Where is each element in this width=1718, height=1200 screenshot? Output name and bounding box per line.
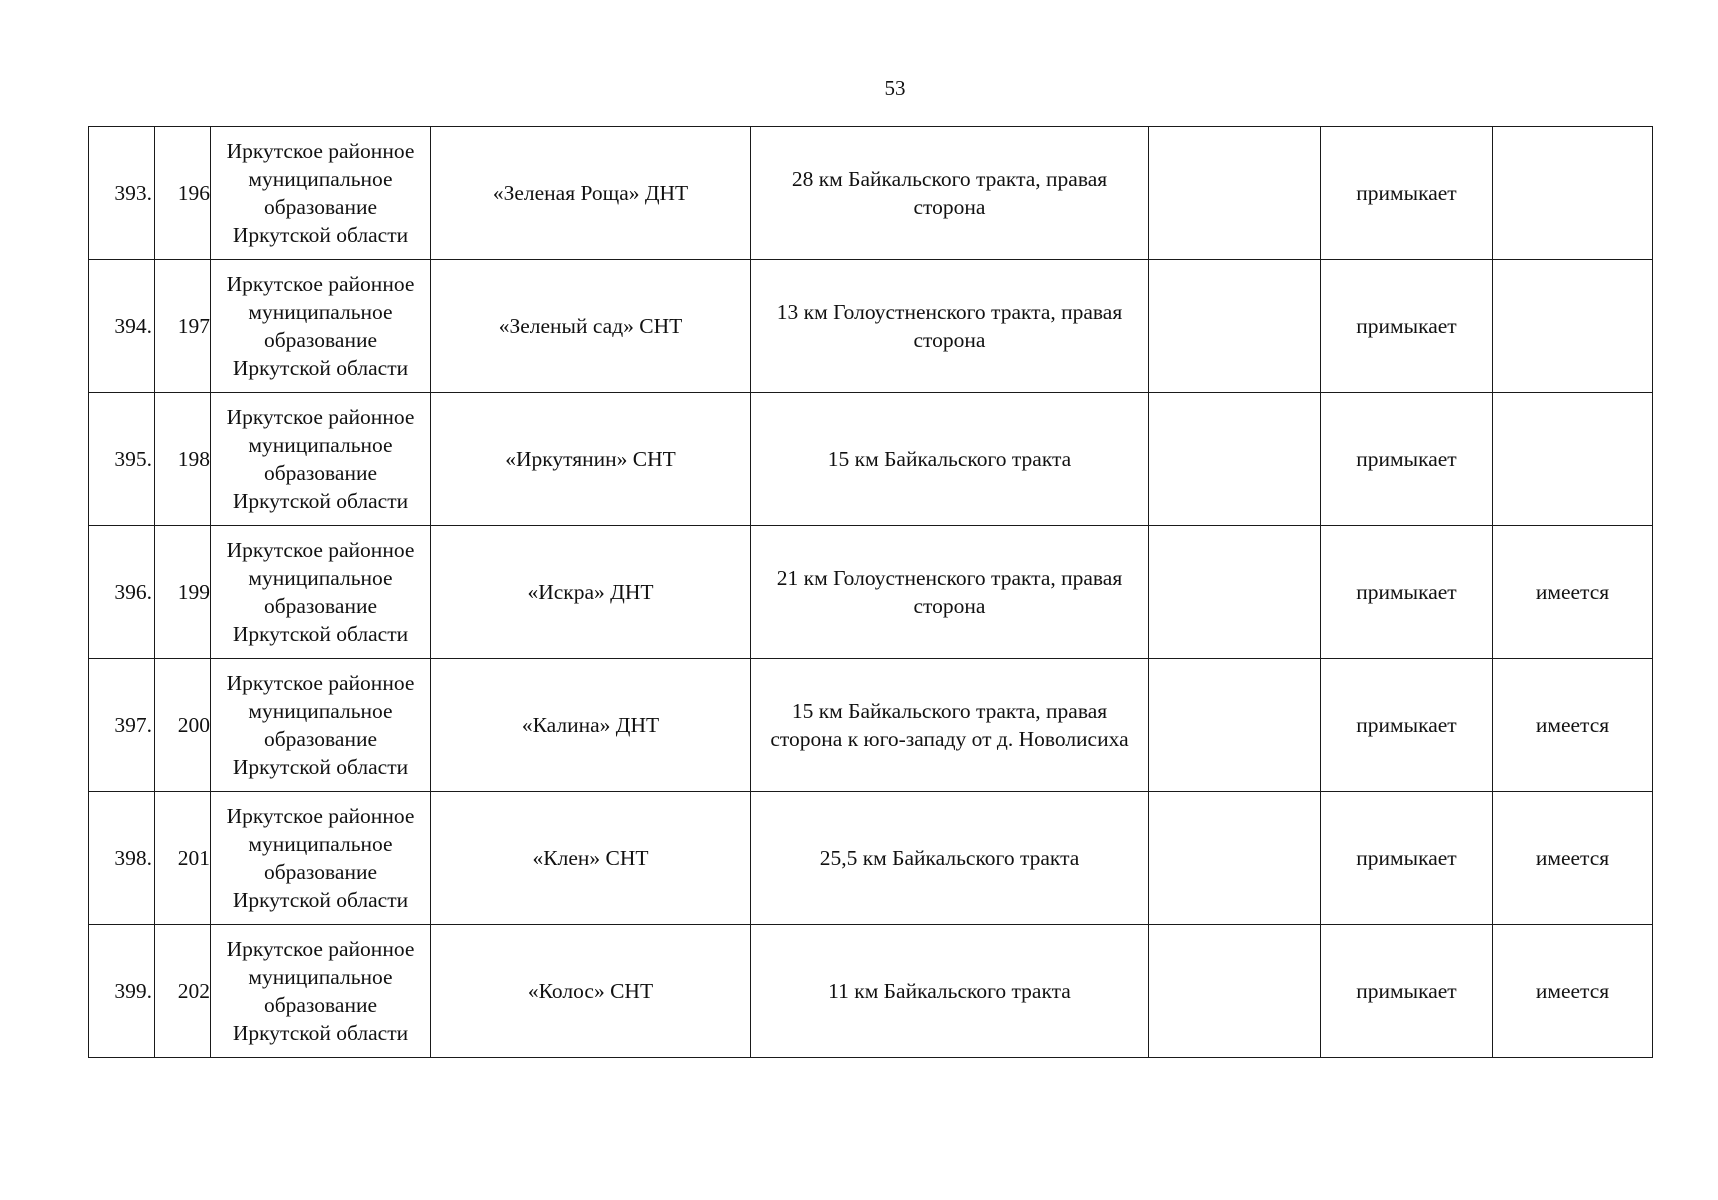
adjacency-cell: примыкает xyxy=(1321,925,1493,1058)
row-number-cell: 394. xyxy=(89,260,155,393)
row-number-cell: 398. xyxy=(89,792,155,925)
adjacency-cell: примыкает xyxy=(1321,260,1493,393)
location-cell xyxy=(751,792,1149,925)
location-line: 28 км Байкальского тракта, правая xyxy=(791,167,1108,191)
municipality-line: муниципальное xyxy=(248,167,393,191)
location-cell xyxy=(751,393,1149,526)
sub-number-cell: 202 xyxy=(155,925,211,1058)
municipality-line: Иркутское районное xyxy=(226,405,415,429)
row-number-cell: 397. xyxy=(89,659,155,792)
organization-name-cell: «Искра» ДНТ xyxy=(431,526,751,659)
availability-cell xyxy=(1493,127,1653,260)
municipality-line: Иркутское районное xyxy=(226,937,415,961)
municipality-line: Иркутской области xyxy=(232,223,409,247)
organization-name-cell: «Зеленая Роща» ДНТ xyxy=(431,127,751,260)
municipality-line: муниципальное xyxy=(248,300,393,324)
municipality-cell xyxy=(211,393,431,526)
municipality-cell xyxy=(211,792,431,925)
location-line: 15 км Байкальского тракта xyxy=(827,447,1072,471)
empty-cell xyxy=(1149,526,1321,659)
municipality-line: Иркутской области xyxy=(232,356,409,380)
sub-number-cell: 198 xyxy=(155,393,211,526)
adjacency-cell: примыкает xyxy=(1321,792,1493,925)
municipality-line: образование xyxy=(263,860,378,884)
municipality-line: Иркутской области xyxy=(232,888,409,912)
page-number: 53 xyxy=(884,76,906,100)
empty-cell xyxy=(1149,925,1321,1058)
location-line: 15 км Байкальского тракта, правая xyxy=(791,699,1108,723)
municipality-line: муниципальное xyxy=(248,965,393,989)
municipality-cell xyxy=(211,526,431,659)
sub-number-cell: 197 xyxy=(155,260,211,393)
sub-number-cell: 196 xyxy=(155,127,211,260)
table-row xyxy=(89,925,1653,1058)
municipality-line: муниципальное xyxy=(248,433,393,457)
adjacency-cell: примыкает xyxy=(1321,127,1493,260)
organization-name-cell: «Калина» ДНТ xyxy=(431,659,751,792)
location-line: сторона xyxy=(913,328,986,352)
availability-cell: имеется xyxy=(1493,659,1653,792)
adjacency-cell: примыкает xyxy=(1321,526,1493,659)
municipality-line: образование xyxy=(263,993,378,1017)
municipality-cell xyxy=(211,925,431,1058)
location-line: 11 км Байкальского тракта xyxy=(828,979,1071,1003)
location-line: 13 км Голоустненского тракта, правая xyxy=(776,300,1123,324)
empty-cell xyxy=(1149,393,1321,526)
location-cell xyxy=(751,260,1149,393)
municipality-line: Иркутской области xyxy=(232,622,409,646)
municipality-line: Иркутской области xyxy=(232,755,409,779)
organization-name-cell: «Зеленый сад» СНТ xyxy=(431,260,751,393)
organization-name-cell: «Колос» СНТ xyxy=(431,925,751,1058)
municipality-line: образование xyxy=(263,594,378,618)
row-number-cell: 393. xyxy=(89,127,155,260)
location-cell xyxy=(751,659,1149,792)
municipality-line: Иркутское районное xyxy=(226,671,415,695)
row-number-cell: 399. xyxy=(89,925,155,1058)
registry-table xyxy=(88,126,1653,1058)
table-row xyxy=(89,260,1653,393)
municipality-line: Иркутское районное xyxy=(226,538,415,562)
table-row xyxy=(89,526,1653,659)
empty-cell xyxy=(1149,659,1321,792)
table-row xyxy=(89,659,1653,792)
location-line: 21 км Голоустненского тракта, правая xyxy=(776,566,1123,590)
municipality-cell xyxy=(211,659,431,792)
location-line: сторона xyxy=(913,594,986,618)
municipality-line: образование xyxy=(263,195,378,219)
location-line: 25,5 км Байкальского тракта xyxy=(819,846,1080,870)
municipality-line: Иркутское районное xyxy=(226,272,415,296)
availability-cell: имеется xyxy=(1493,925,1653,1058)
municipality-line: муниципальное xyxy=(248,699,393,723)
empty-cell xyxy=(1149,260,1321,393)
municipality-cell xyxy=(211,260,431,393)
organization-name-cell: «Иркутянин» СНТ xyxy=(431,393,751,526)
location-cell xyxy=(751,925,1149,1058)
adjacency-cell: примыкает xyxy=(1321,393,1493,526)
availability-cell xyxy=(1493,393,1653,526)
availability-cell: имеется xyxy=(1493,526,1653,659)
municipality-line: образование xyxy=(263,461,378,485)
availability-cell: имеется xyxy=(1493,792,1653,925)
municipality-line: Иркутской области xyxy=(232,1021,409,1045)
empty-cell xyxy=(1149,792,1321,925)
location-line: сторона xyxy=(913,195,986,219)
adjacency-cell: примыкает xyxy=(1321,659,1493,792)
row-number-cell: 396. xyxy=(89,526,155,659)
municipality-line: Иркутское районное xyxy=(226,139,415,163)
sub-number-cell: 200 xyxy=(155,659,211,792)
municipality-line: муниципальное xyxy=(248,566,393,590)
sub-number-cell: 201 xyxy=(155,792,211,925)
registry-table-body xyxy=(89,127,1653,1058)
municipality-line: Иркутской области xyxy=(232,489,409,513)
sub-number-cell: 199 xyxy=(155,526,211,659)
municipality-line: образование xyxy=(263,727,378,751)
row-number-cell: 395. xyxy=(89,393,155,526)
municipality-cell xyxy=(211,127,431,260)
empty-cell xyxy=(1149,127,1321,260)
table-row xyxy=(89,127,1653,260)
location-line: сторона к юго-западу от д. Новолисиха xyxy=(770,727,1129,751)
organization-name-cell: «Клен» СНТ xyxy=(431,792,751,925)
location-cell xyxy=(751,526,1149,659)
location-cell xyxy=(751,127,1149,260)
municipality-line: муниципальное xyxy=(248,832,393,856)
municipality-line: образование xyxy=(263,328,378,352)
table-row xyxy=(89,792,1653,925)
availability-cell xyxy=(1493,260,1653,393)
municipality-line: Иркутское районное xyxy=(226,804,415,828)
table-row xyxy=(89,393,1653,526)
